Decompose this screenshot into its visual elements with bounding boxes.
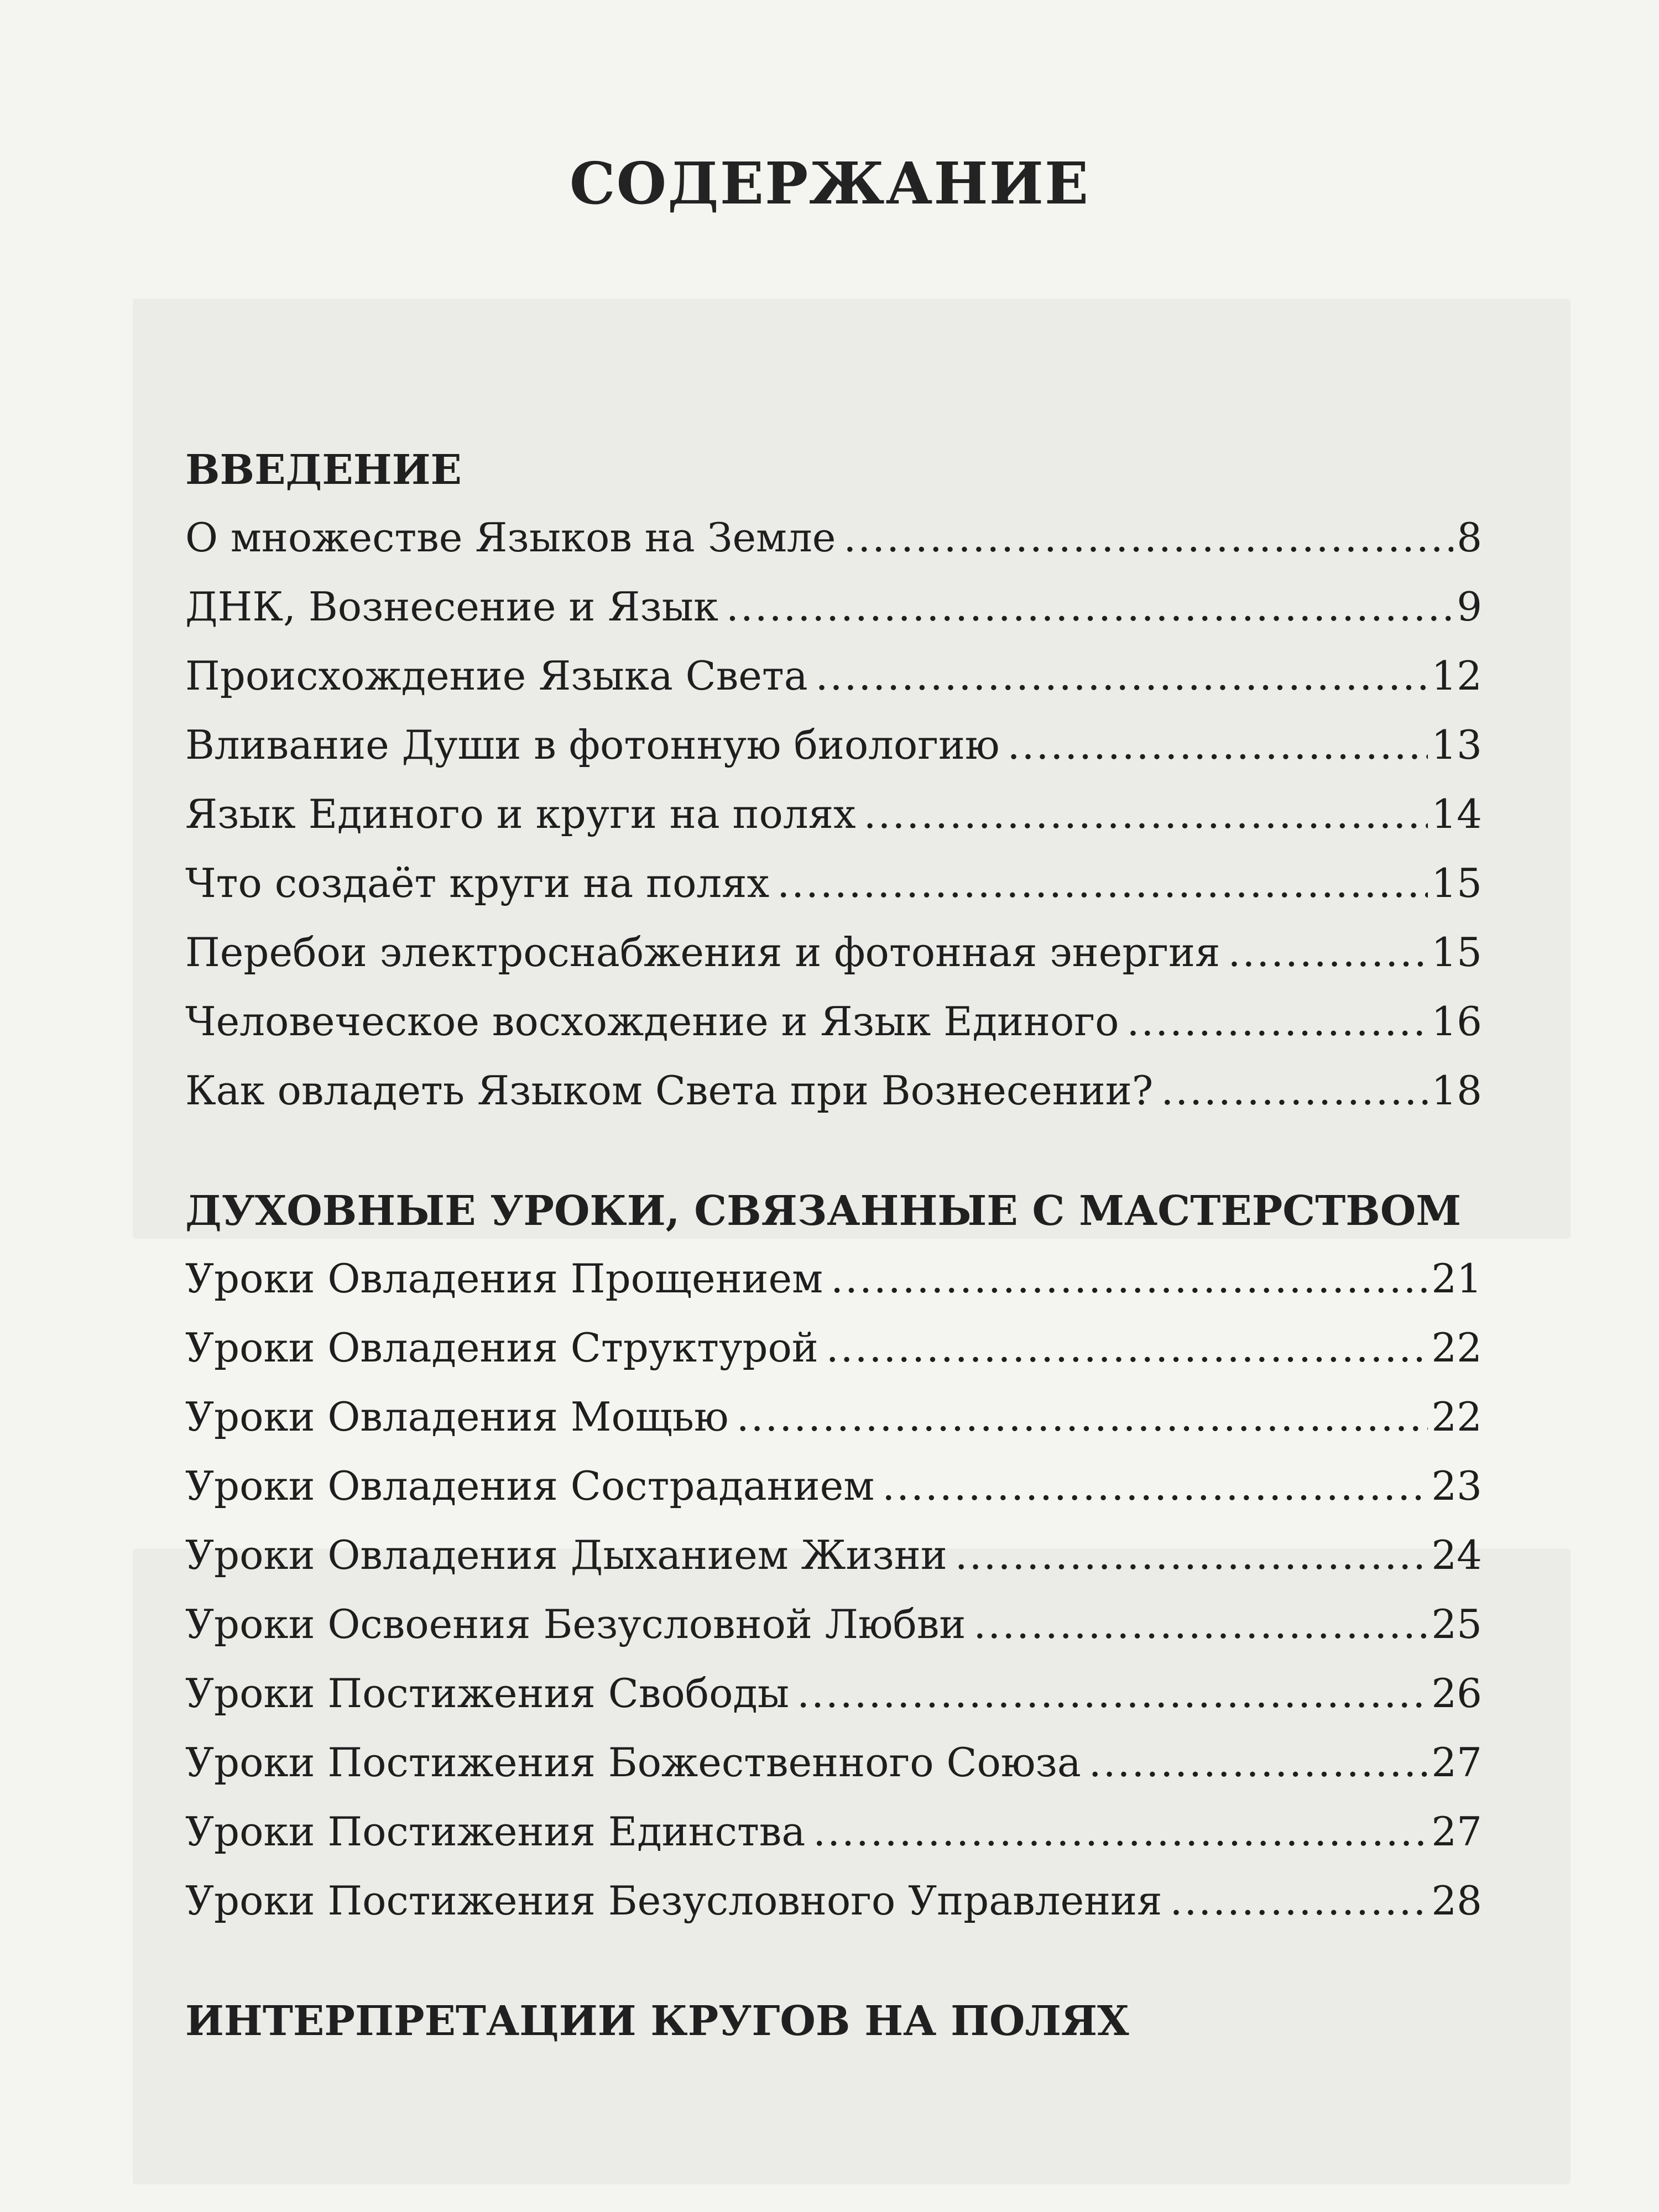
- toc-entry-page: 15: [1431, 929, 1482, 975]
- dot-leader: [726, 572, 1453, 641]
- dot-leader: [1008, 711, 1428, 780]
- toc-entry: [185, 849, 1482, 918]
- toc-entry-title: Уроки Овладения Состраданием: [185, 1463, 875, 1509]
- toc-entry: [185, 918, 1482, 987]
- toc-entry-page: 14: [1431, 791, 1482, 837]
- dot-leader: [843, 503, 1453, 572]
- toc-entry-page: 13: [1431, 722, 1482, 768]
- toc-entry-title: Перебои электроснабжения и фотонная энергия: [185, 929, 1220, 975]
- toc-entry-page: 18: [1431, 1067, 1482, 1114]
- toc-entry: [185, 1728, 1482, 1797]
- toc-entry-title: Вливание Души в фотонную биологию: [185, 722, 1000, 768]
- dot-leader: [1170, 1866, 1428, 1936]
- toc-entry-title: Язык Единого и круги на полях: [185, 791, 856, 837]
- toc-entry-page: 26: [1431, 1670, 1482, 1717]
- toc-entry: [185, 711, 1482, 780]
- toc-entry-title: Уроки Овладения Структурой: [185, 1324, 818, 1371]
- toc-entry-title: Что создаёт круги на полях: [185, 860, 770, 906]
- dot-leader: [777, 849, 1428, 918]
- dot-leader: [797, 1659, 1428, 1728]
- dot-leader: [882, 1452, 1428, 1521]
- toc-entry-page: 25: [1431, 1601, 1482, 1647]
- toc-entry-page: 22: [1431, 1394, 1482, 1440]
- toc-entry-page: 12: [1431, 653, 1482, 699]
- toc-entry-page: 8: [1457, 514, 1482, 561]
- toc-entry: [185, 503, 1482, 572]
- section-spacer: [185, 1125, 1482, 1178]
- toc-entry-title: Уроки Постижения Божественного Союза: [185, 1739, 1081, 1786]
- toc-entry-title: О множестве Языков на Земле: [185, 514, 836, 561]
- section-spacer: [185, 1936, 1482, 1988]
- toc-entry: [185, 1313, 1482, 1383]
- dot-leader: [826, 1313, 1428, 1383]
- toc-entry: [185, 1383, 1482, 1452]
- toc-entry: [185, 1056, 1482, 1125]
- toc-entry-title: Уроки Овладения Дыханием Жизни: [185, 1532, 947, 1578]
- toc-entry: [185, 1452, 1482, 1521]
- toc-entry-title: Как овладеть Языком Света при Вознесении?: [185, 1067, 1154, 1114]
- toc-entry-title: ДНК, Вознесение и Язык: [185, 583, 718, 630]
- toc-entry: [185, 1590, 1482, 1659]
- toc-entry: [185, 780, 1482, 849]
- toc-entry-page: 23: [1431, 1463, 1482, 1509]
- toc-entry-title: Происхождение Языка Света: [185, 653, 808, 699]
- toc-entry-title: Уроки Постижения Безусловного Управления: [185, 1877, 1162, 1924]
- dot-leader: [864, 780, 1428, 849]
- dot-leader: [1089, 1728, 1428, 1797]
- toc-entry-page: 15: [1431, 860, 1482, 906]
- page-title: СОДЕРЖАНИЕ: [569, 149, 1090, 217]
- toc-entry-page: 27: [1431, 1739, 1482, 1786]
- dot-leader: [973, 1590, 1428, 1659]
- toc-entry-page: 22: [1431, 1324, 1482, 1371]
- toc-entry: [185, 641, 1482, 711]
- toc-entry-page: 28: [1431, 1877, 1482, 1924]
- toc-entry-page: 9: [1457, 583, 1482, 630]
- dot-leader: [955, 1521, 1428, 1590]
- dot-leader: [1228, 918, 1428, 987]
- toc-entry: [185, 1866, 1482, 1936]
- toc-entry-title: Уроки Постижения Свободы: [185, 1670, 790, 1717]
- toc-entry-title: Человеческое восхождение и Язык Единого: [185, 998, 1119, 1045]
- dot-leader: [816, 641, 1428, 711]
- section-heading-crop-circles: ИНТЕРПРЕТАЦИИ КРУГОВ НА ПОЛЯХ: [185, 1997, 1129, 2045]
- toc-entry: [185, 1521, 1482, 1590]
- toc-entry-title: Уроки Постижения Единства: [185, 1808, 806, 1855]
- toc-entry-title: Уроки Освоения Безусловной Любви: [185, 1601, 966, 1647]
- toc-entry: [185, 987, 1482, 1056]
- section-heading-spiritual-lessons: ДУХОВНЫЕ УРОКИ, СВЯЗАННЫЕ С МАСТЕРСТВОМ: [185, 1187, 1462, 1235]
- toc-entry: [185, 572, 1482, 641]
- dot-leader: [737, 1383, 1428, 1452]
- toc-entry-page: 21: [1431, 1255, 1482, 1302]
- table-of-contents: [185, 437, 1482, 2054]
- toc-entry-page: 27: [1431, 1808, 1482, 1855]
- dot-leader: [1126, 987, 1428, 1056]
- toc-entry-page: 24: [1431, 1532, 1482, 1578]
- dot-leader: [831, 1244, 1428, 1313]
- toc-entry-page: 16: [1431, 998, 1482, 1045]
- toc-entry-title: Уроки Овладения Прощением: [185, 1255, 823, 1302]
- toc-entry: [185, 1797, 1482, 1866]
- toc-entry: [185, 1244, 1482, 1313]
- toc-entry-title: Уроки Овладения Мощью: [185, 1394, 729, 1440]
- dot-leader: [813, 1797, 1428, 1866]
- toc-entry: [185, 1659, 1482, 1728]
- section-heading-introduction: ВВЕДЕНИЕ: [185, 446, 462, 494]
- dot-leader: [1161, 1056, 1428, 1125]
